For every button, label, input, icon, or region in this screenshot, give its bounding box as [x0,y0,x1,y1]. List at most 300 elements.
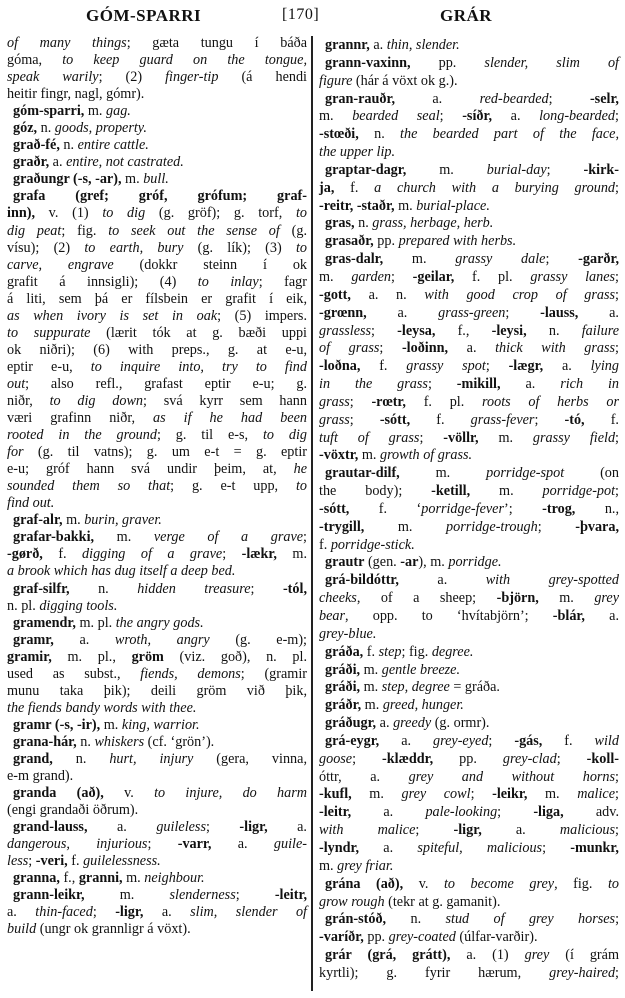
text: munu taka þik); deili gröm við þik, [7,682,307,699]
definition: grey-haired [549,964,616,981]
headword: graðungr (-s, -ar), [13,171,122,188]
text-line [7,478,307,495]
definition: to injure, do harm [154,785,308,802]
bold-form: -ketill, [431,483,471,500]
text: f. [334,179,375,196]
definition: entire cattle. [77,137,149,154]
headword: gramr, [13,631,54,648]
text: ; (2) [98,69,166,86]
text: f., [435,322,492,339]
text: ; fig. [401,643,432,660]
text: m. [84,103,107,120]
text: (dokkr steinn í ok [113,256,308,273]
definition: greed, hunger. [382,697,464,714]
bold-form: -þvara, [575,518,619,535]
running-headword-right: GRÁR [440,6,493,25]
bold-form: -klæddr, [382,750,434,767]
text: (g. [279,222,308,239]
definition: the bearded part of the face, [400,126,620,143]
definition: prepared with herbs. [398,233,517,250]
text-line [7,751,307,768]
text-line [319,804,619,822]
definition: grass [319,393,350,410]
text: v. (1) [35,205,103,222]
dictionary-entry [319,697,619,715]
definition: grey and without horns [408,768,616,785]
text-line [7,461,307,478]
bold-form: -gás, [514,732,543,749]
text: m. [319,857,338,874]
text-line [319,786,619,804]
text-line [7,495,307,512]
headword: gráðugr, [325,715,377,732]
headword: graptar-dagr, [325,161,407,178]
text: n. pl. [7,597,40,614]
text: m. [399,465,487,482]
dictionary-entry [7,632,307,717]
definition: sounded them so that [7,478,171,495]
text: m. [406,161,487,178]
text: m. [538,590,595,607]
bold-form: -selr, [589,90,619,107]
text: ; g. e-t upp, [170,478,296,495]
definition: porridge-stick. [330,536,415,553]
definition: find out. [7,495,55,512]
text-line [319,858,619,876]
bold-form: -björn, [496,590,539,607]
definition: spiteful, malicious [417,839,543,856]
definition: grey cowl [401,786,471,803]
definition: bear [319,608,346,624]
text: a. [53,631,115,648]
text: f. [584,411,619,428]
text: , of a sheep; [356,590,497,607]
dictionary-entry [7,512,307,529]
definition: figure [319,72,353,89]
text-line [319,733,619,751]
definition: grey-eyed [433,732,489,749]
bold-form: -síðr, [462,108,493,125]
definition: to [295,205,308,222]
text: n. [69,580,138,597]
bold-form: -ar [400,554,419,571]
text: m. pl. [75,614,116,631]
text: n. [358,126,401,143]
definition: rich in [560,376,619,393]
text-line [7,649,307,666]
text-line [319,323,619,341]
definition: of grass [319,340,380,357]
bold-form: granni, [78,870,123,887]
definition: thin-faced [35,904,93,921]
bold-form: -tó, [564,411,585,428]
bold-form: -lækr, [241,546,277,563]
text-line [7,393,307,410]
text: a. [87,819,157,836]
text: adv. [563,804,619,821]
text-line [7,52,307,69]
bold-form: inn), [7,205,35,222]
text: ; (gramir [240,665,307,682]
definition: porridge-spot [486,465,565,482]
definition: goose [319,750,353,767]
headword: grá-bildóttr, [325,572,399,589]
headword: gramendr, [13,614,76,631]
text-line [7,785,307,802]
definition: grassy spot [406,358,486,375]
text: f. [42,546,83,563]
text-line [319,340,619,358]
text-line [7,717,307,734]
text: n. [59,137,78,154]
text-line [319,947,619,965]
text-line [319,626,619,644]
text-line [7,546,307,563]
headword: grannr, [325,37,370,53]
text: m. [383,251,456,268]
dictionary-entry [319,733,619,876]
text-line [319,376,619,394]
definition: to become grey [443,875,555,892]
definition: pale-looking [425,804,498,821]
text: f. ‘ [349,500,422,517]
definition: porridge-fever [421,500,504,517]
definition: entire, not castrated. [66,154,184,171]
definition: grass-green [438,304,506,321]
bold-form: -leitr, [319,804,352,821]
text: m. [94,529,154,546]
text: ; also refl., grafast eptir e-u; g. [25,375,307,392]
text-line [7,35,307,52]
definition: grey [594,590,619,607]
text: pp. [433,750,503,767]
text: (á hendi [218,69,307,86]
text: a. [143,904,191,921]
dictionary-entry [319,91,619,162]
text-line [319,769,619,787]
definition: king, warrior. [121,716,200,733]
headword: grasaðr, [325,233,374,250]
definition: grassless [319,322,372,339]
definition: of many things [7,35,127,51]
text-line [7,853,307,870]
definition: malicious [559,822,616,839]
text: ; [222,546,242,563]
text: (tekr at g. gamanit). [384,893,501,910]
text: ; [235,887,275,904]
headword: grað-fé, [13,137,60,154]
text: m. pl., [51,648,132,665]
text-line [7,921,307,938]
text-line [319,233,619,251]
definition: with good crop of grass [424,286,616,303]
text-line [319,91,619,109]
bold-form: -varr, [177,836,212,853]
bold-form: -geilar, [412,268,455,285]
text: ), m. [418,554,449,571]
text: m. [100,716,122,733]
text: a. [211,836,274,853]
text: m. [394,197,417,214]
text-line [319,644,619,662]
text: góma, [7,52,63,69]
definition: speak warily [7,69,99,86]
text: n. [386,911,446,928]
text-line [7,870,307,887]
definition: cheeks [319,590,357,607]
dictionary-entry [319,233,619,251]
text-line [319,305,619,323]
page-number: [170] [282,6,320,23]
definition: to inlay [197,273,259,290]
definition: bearded seal [352,108,440,125]
text: ; [615,911,620,928]
text: a. [584,608,619,624]
text: (engi grandaði öðrum). [7,802,139,819]
dictionary-entry [319,251,619,465]
definition: rooted in the ground [7,427,157,444]
definition: with malice [319,822,416,839]
text: ; [379,340,402,357]
dictionary-entry [7,819,307,870]
text: the body); [319,483,432,500]
text-line [319,251,619,269]
text: ; [92,904,116,921]
text: a. [369,37,387,53]
text-line [7,887,307,904]
definition: to dig [102,205,146,222]
text-line [7,69,307,86]
text-line [7,683,307,700]
definition: wild [594,732,619,749]
text: ; [615,286,619,303]
headword: grán-stóð, [325,911,387,928]
text-line [7,512,307,529]
text-line [319,483,619,501]
definition: grassy lanes [530,268,616,285]
text-line [7,598,307,615]
dictionary-entry [319,662,619,680]
definition: stud of grey horses [445,911,616,928]
bold-form: -ligr, [239,819,268,836]
dictionary-entry [7,887,307,938]
text-line [319,198,619,216]
text: m. [319,108,353,125]
headword: grána (að), [325,875,404,892]
dictionary-entry [7,120,307,137]
bold-form: -liga, [533,804,564,821]
text-line [7,700,307,717]
text: m. [62,512,85,529]
text: ; [205,819,240,836]
bold-form: gröm [131,648,164,665]
text: n. [76,733,95,750]
text: ; [542,839,571,856]
text-line [319,287,619,305]
text-line [319,412,619,430]
text: ; (5) impers. [217,307,307,324]
definition: to earth, bury [84,239,184,256]
text: á liti, sem þá er fílsbein er grafit í eik, [7,290,307,307]
definition: gentle breeze. [381,661,461,678]
text: grafit á innsigli); (4) [7,273,198,290]
text-line [319,108,619,126]
text-line [319,358,619,376]
dictionary-entry [7,137,307,154]
text-line [7,137,307,154]
text: eptir e-u, [7,358,91,375]
definition: step, degree [381,679,450,696]
dictionary-entry [319,215,619,233]
text: a. n. [350,286,425,303]
text: a. [492,108,540,125]
text: (hár á vöxt ok g.). [352,72,458,89]
text: (g. til vatns); g. um e-t = g. eptir [23,444,307,461]
text: f. [410,411,471,428]
text: ; svá kyrr sem hann [143,392,307,409]
definition: the upper lip. [319,144,396,161]
text: ; [537,518,576,535]
text-line [319,126,619,144]
headword: granna, [13,870,60,887]
text-line [319,894,619,912]
bold-form: -kufl, [319,786,352,803]
text: f. [360,358,407,375]
text-line [7,103,307,120]
bold-form: -gørð, [7,546,43,563]
text: ; [615,179,619,196]
text: ; fagr [258,273,307,290]
text-line [319,876,619,894]
dictionary-entry [7,154,307,171]
text-line [7,427,307,444]
text: ; g. til e-s, [156,427,263,444]
text: ; [534,411,565,428]
text-line [7,563,307,580]
text-line [7,376,307,393]
bold-form: -völlr, [443,429,479,446]
definition: burin, graver. [84,512,162,529]
headword: góm-sparri, [13,103,85,120]
definition: digging of a grave [82,546,223,563]
definition: roots of herbs or [482,393,620,410]
text: (cf. ‘grön’). [144,733,215,750]
bold-form: -koll- [586,750,619,767]
bold-form: -veri, [35,853,68,870]
text: ; [371,322,398,339]
text-line [7,581,307,598]
definition: digging tools. [39,597,118,614]
text-line [7,802,307,819]
text-line [7,615,307,632]
text-line [7,240,307,257]
text: ; [615,268,619,285]
text: ; [615,483,619,500]
definition: tuft of grass [319,429,420,446]
right-column [319,37,619,983]
text: ; [615,822,619,839]
definition: to inquire into, try to find [90,358,307,375]
definition: thick with grass [495,340,616,357]
bold-form: -ligr, [115,904,144,921]
dictionary-entry [7,734,307,751]
dictionary-entry [319,876,619,912]
definition: guileless [156,819,206,836]
text-line [7,342,307,359]
definition: bull. [143,171,169,188]
text: pp. [363,929,389,946]
bold-form: -blár, [552,608,585,624]
text: m. [358,447,380,464]
bold-form: -lægr, [508,358,544,375]
definition: to suppurate [7,324,91,341]
text-line [7,274,307,291]
definition: grass [319,411,350,428]
text: a. [500,376,561,393]
definition: verge of a grave [153,529,304,546]
bold-form: -tól, [282,580,307,597]
text: (g. gröf); g. torf, [145,205,296,222]
definition: to dig down [49,392,144,409]
definition: thin, slender. [386,37,460,53]
bold-form: -mikill, [456,376,501,393]
text: (on [564,465,619,482]
text-line [319,608,619,626]
dictionary-entry [319,715,619,733]
headword: gramr (-s, -ir), [13,716,101,733]
text-line [319,519,619,537]
text: m. [470,483,543,500]
definition: build [7,921,37,938]
text: m. [360,661,382,678]
bold-form: -loðna, [319,358,361,375]
definition: to [607,875,620,892]
bold-form: -stœði, [319,126,359,143]
text: a. [49,154,67,171]
headword: grafa (gref; gróf, grófum; graf- [13,188,307,205]
text-line [7,120,307,137]
definition: to [295,478,307,495]
bold-form: -sótt, [319,500,350,517]
text: ; [548,90,590,107]
text-line [319,465,619,483]
definition: hidden treasure [137,580,251,597]
text-line [7,836,307,853]
text: (ungr ok grannligr á vöxt). [36,921,191,938]
left-column [7,35,307,938]
definition: grassy field [532,429,616,446]
text: a. [578,304,619,321]
bold-form: -kirk- [583,161,619,178]
bold-form: -lyndr, [319,839,360,856]
text: ; [615,768,619,785]
text-line [319,162,619,180]
text: (gen. [364,554,401,571]
text-line [319,180,619,198]
text-line [7,171,307,188]
text: (gera, vinna, [193,750,307,767]
text: ; [419,429,444,446]
bold-form: -gott, [319,286,351,303]
headword: grautar-dilf, [325,465,400,482]
text: ; [545,251,579,268]
text: a. (1) [450,947,525,964]
text: (g. lík); (3) [183,239,296,256]
text-line [7,188,307,205]
dictionary-entry [319,911,619,947]
definition: slim, slender of [190,904,307,921]
text-line [7,734,307,751]
